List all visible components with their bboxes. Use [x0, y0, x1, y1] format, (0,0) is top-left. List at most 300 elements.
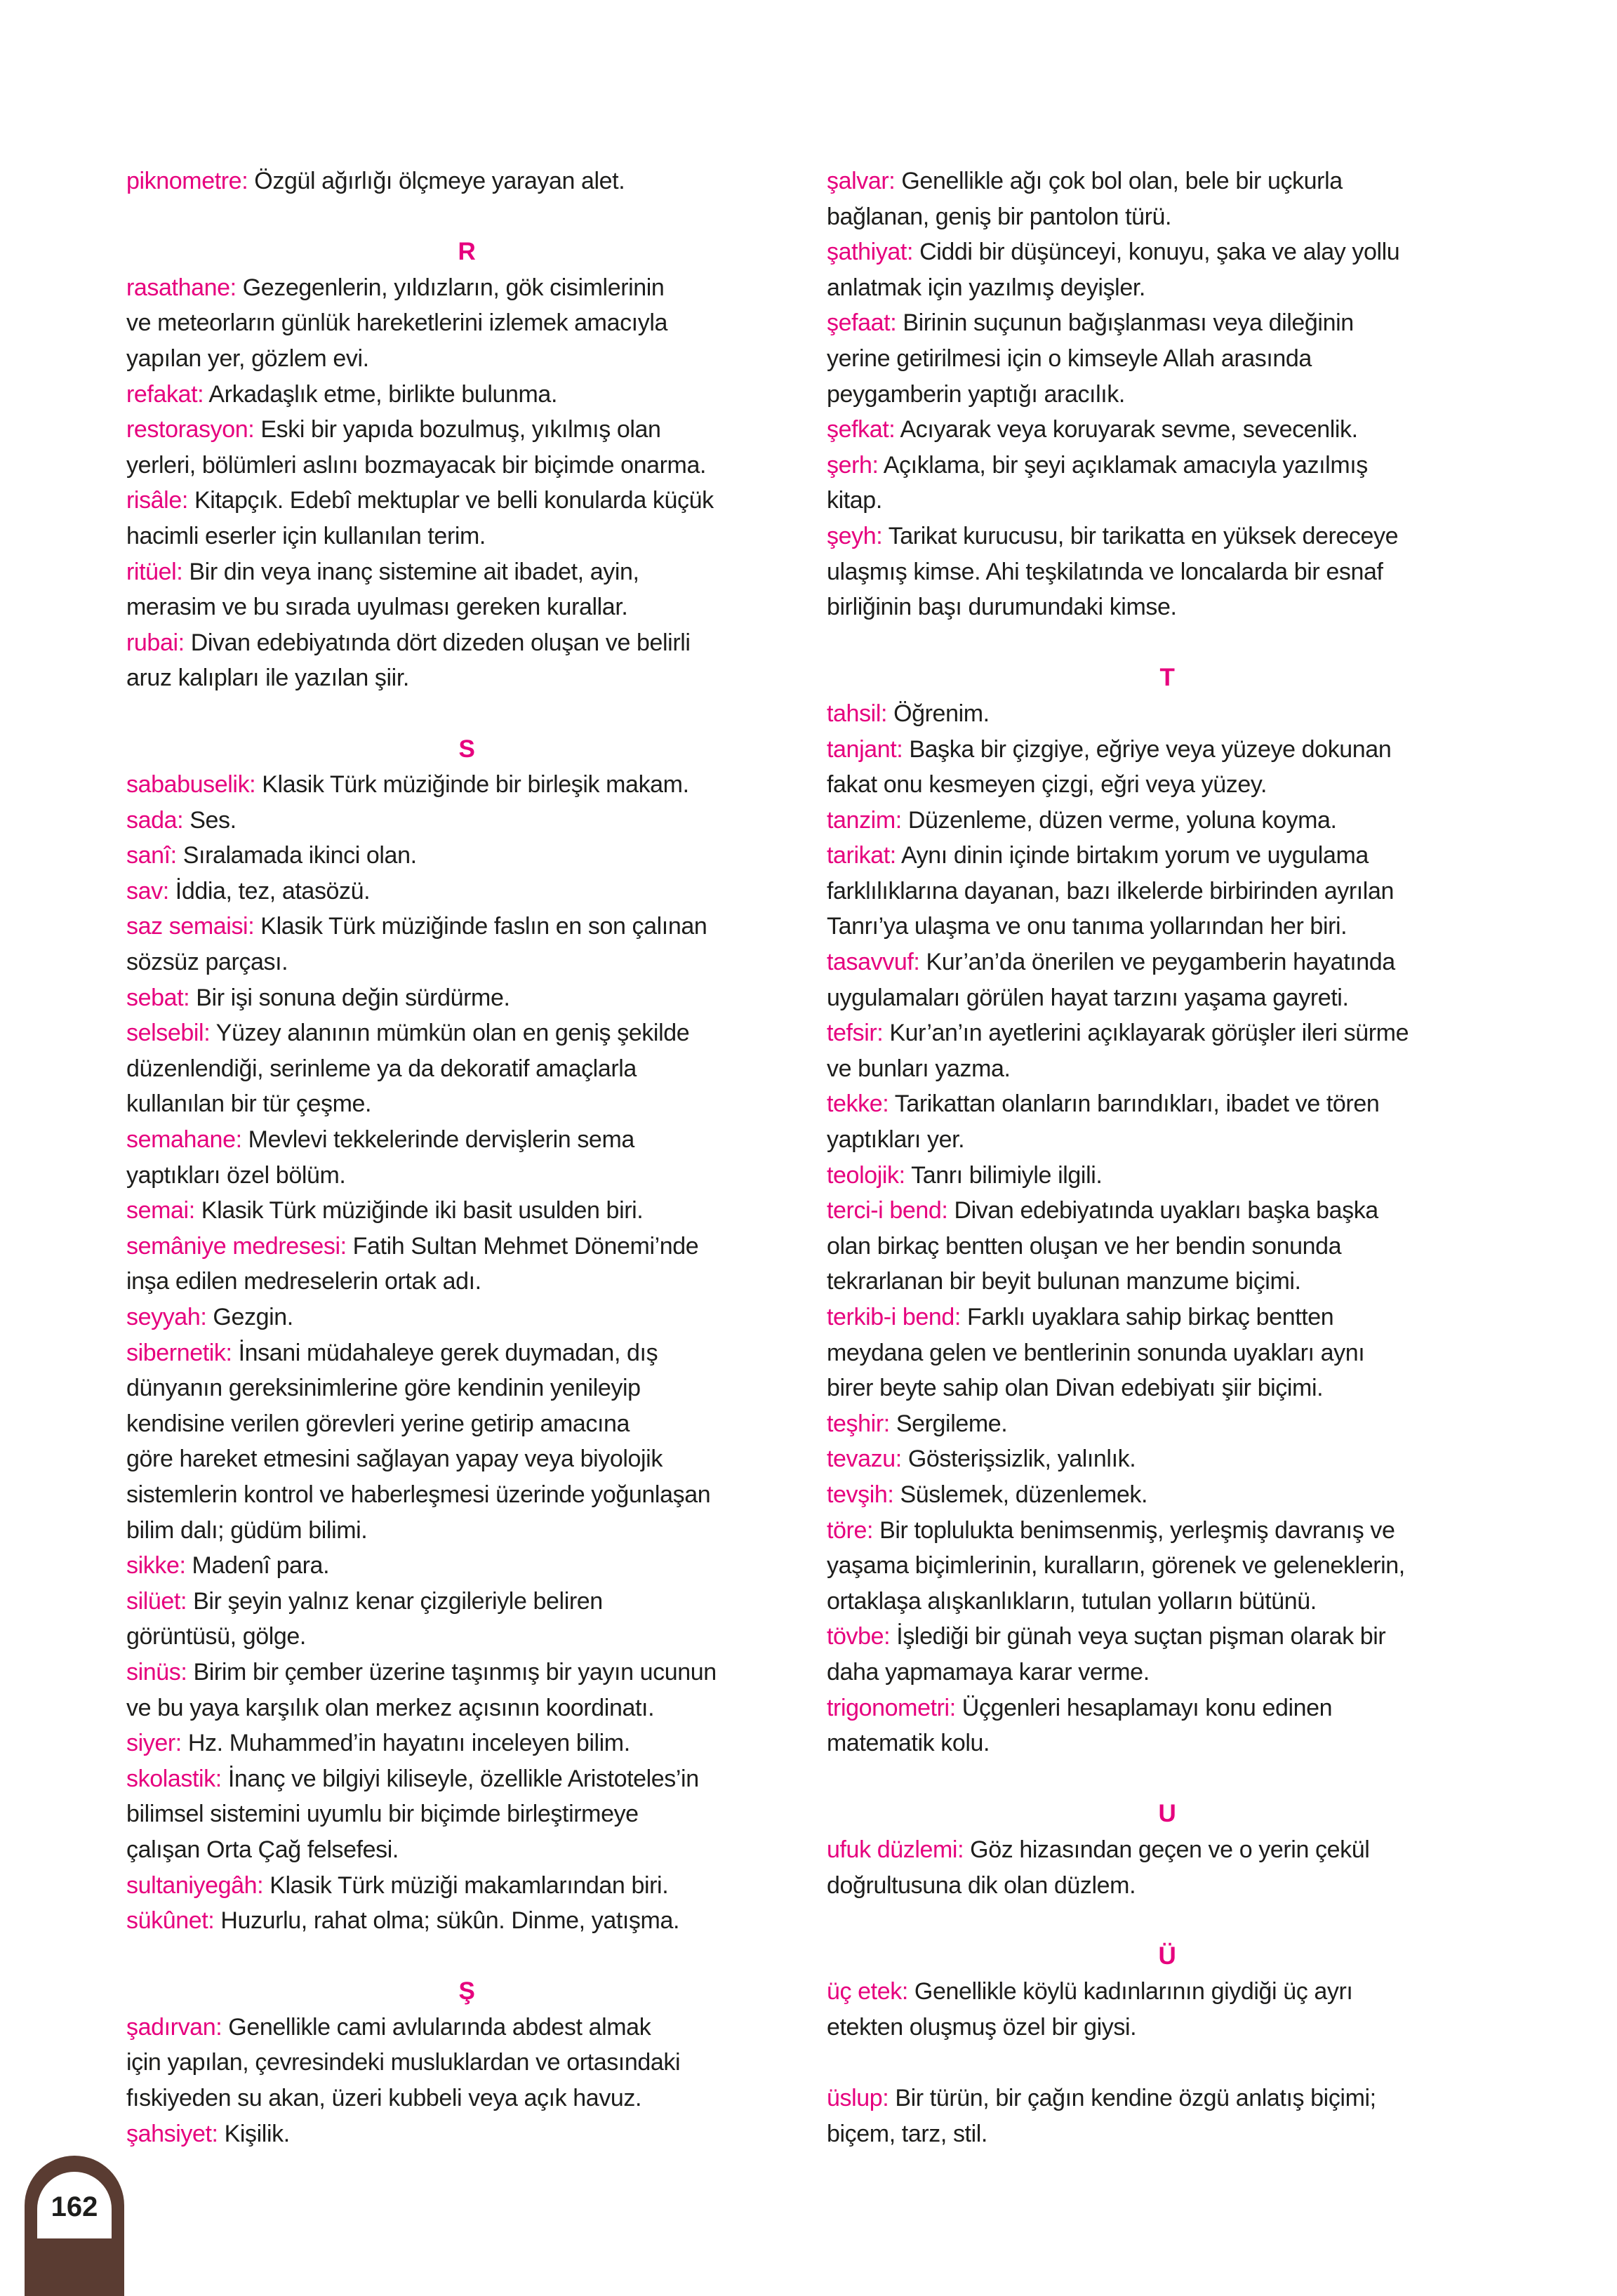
entry-line: [827, 980, 1529, 1016]
glossary-entry: [126, 1584, 814, 1655]
entry-line: [126, 1903, 814, 1939]
glossary-entry: [827, 1477, 1529, 1513]
entry-line: [126, 909, 814, 945]
page-number: 162: [51, 2191, 98, 2222]
entry-definition: Tanrı’ya ulaşma ve onu tanıma yollarından her biri.: [827, 913, 1348, 940]
entry-term: şefaat:: [827, 309, 897, 337]
entry-definition: Arkadaşlık etme, birlikte bulunma.: [204, 380, 557, 408]
glossary-entry: [827, 234, 1529, 305]
entry-definition: yaşama biçimlerinin, kuralların, görenek ve geleneklerin,: [827, 1552, 1405, 1580]
entry-term: tahsil:: [827, 700, 888, 727]
entry-definition: inşa edilen medreselerin ortak adı.: [126, 1268, 481, 1295]
entry-term: tevazu:: [827, 1446, 902, 1473]
entry-line: [126, 1513, 814, 1549]
entry-line: [827, 803, 1529, 839]
glossary-entry: [126, 2116, 814, 2152]
entry-line: [126, 1584, 814, 1620]
entry-line: [827, 909, 1529, 945]
entry-line: [126, 2116, 814, 2152]
entry-line: [126, 1655, 814, 1690]
entry-definition: ulaşmış kimse. Ahi teşkilatında ve loncalarda bir esnaf: [827, 558, 1383, 585]
glossary-entry: [126, 270, 814, 377]
entry-definition: aruz kalıpları ile yazılan şiir.: [126, 665, 409, 692]
entry-line: [827, 838, 1529, 874]
entry-definition: biçem, tarz, stil.: [827, 2120, 987, 2147]
glossary-entry: [126, 1548, 814, 1584]
entry-line: [126, 341, 814, 377]
entry-definition: Açıklama, bir şeyi açıklamak amacıyla yazılmış: [878, 451, 1368, 479]
glossary-entry: [827, 803, 1529, 839]
entry-term: şerh:: [827, 451, 879, 479]
entry-definition: Birim bir çember üzerine taşınmış bir yayın ucunun: [187, 1658, 717, 1686]
glossary-entry: [827, 1974, 1529, 2045]
glossary-entry: [126, 767, 814, 803]
glossary-entry: [126, 803, 814, 839]
glossary-entry: [126, 1229, 814, 1300]
entry-definition: Genellikle ağı çok bol olan, bele bir uçkurla: [895, 168, 1343, 194]
glossary-entry: [126, 1726, 814, 1761]
entry-line: [827, 1264, 1529, 1300]
entry-definition: Genellikle köylü kadınlarının giydiği üç ayrı: [907, 1978, 1353, 2005]
entry-definition: ve bu yaya karşılık olan merkez açısının koordinatı.: [126, 1694, 655, 1721]
entry-term: üslup:: [827, 2085, 889, 2112]
entry-definition: Klasik Türk müziğinde faslın en son çalınan: [254, 913, 707, 940]
entry-term: tefsir:: [827, 1020, 884, 1047]
entry-line: [126, 945, 814, 980]
glossary-entry: [827, 1513, 1529, 1620]
entry-definition: yaptıkları yer.: [827, 1126, 965, 1154]
entry-line: [126, 2010, 814, 2045]
entry-line: [827, 234, 1529, 270]
entry-line: [126, 270, 814, 306]
entry-definition: yapılan yer, gözlem evi.: [126, 345, 369, 372]
glossary-entry: [126, 909, 814, 980]
entry-line: [827, 377, 1529, 413]
entry-line: [827, 1548, 1529, 1584]
entry-line: [827, 1477, 1529, 1513]
entry-line: [827, 1868, 1529, 1904]
entry-definition: ve meteorların günlük hareketlerini izlemek amacıyla: [126, 309, 667, 337]
entry-definition: çalışan Orta Çağ felsefesi.: [126, 1836, 399, 1863]
entry-line: [827, 1584, 1529, 1620]
entry-line: [126, 1335, 814, 1371]
glossary-entry: [827, 1086, 1529, 1157]
entry-line: [126, 838, 814, 874]
entry-line: [126, 1370, 814, 1406]
entry-line: [827, 1300, 1529, 1335]
entry-definition: Tarikattan olanların barındıkları, ibadet ve tören: [889, 1090, 1380, 1118]
entry-definition: bilim dalı; güdüm bilimi.: [126, 1516, 368, 1544]
glossary-entry: [126, 1761, 814, 1868]
entry-line: [126, 448, 814, 483]
entry-definition: İşlediği bir günah veya suçtan pişman olarak bir: [890, 1623, 1386, 1650]
glossary-entry: [126, 838, 814, 874]
entry-definition: İnsani müdahaleye gerek duymadan, dış: [232, 1339, 658, 1366]
entry-term: saz semaisi:: [126, 913, 255, 940]
entry-definition: kendisine verilen görevleri yerine getirip amacına: [126, 1410, 630, 1437]
glossary-entry: [126, 1193, 814, 1229]
entry-line: [827, 483, 1529, 519]
entry-term: skolastik:: [126, 1765, 222, 1792]
entry-line: [126, 1158, 814, 1194]
glossary-entry: [827, 1406, 1529, 1442]
entry-term: semâniye medresesi:: [126, 1232, 347, 1260]
entry-definition: Öğrenim.: [887, 700, 990, 727]
entry-term: töre:: [827, 1516, 874, 1544]
entry-line: [126, 660, 814, 696]
entry-term: sada:: [126, 806, 184, 834]
blank-row: [827, 1761, 1529, 1797]
entry-definition: anlatmak için yazılmış deyişler.: [827, 274, 1145, 301]
entry-line: [126, 980, 814, 1016]
entry-definition: ve bunları yazma.: [827, 1055, 1011, 1082]
glossary-entry: [827, 305, 1529, 412]
entry-term: teşhir:: [827, 1410, 890, 1437]
page-number-frame: [37, 2172, 112, 2238]
entry-line: [126, 163, 814, 199]
entry-line: [827, 1015, 1529, 1051]
entry-definition: Ciddi bir düşünceyi, konuyu, şaka ve alay yollu: [913, 239, 1400, 266]
entry-definition: Kur’an’ın ayetlerini açıklayarak görüşler ileri sürme: [883, 1020, 1409, 1047]
entry-line: [827, 2081, 1529, 2116]
letter-heading: Ü: [1158, 1942, 1176, 1970]
glossary-entry: [827, 696, 1529, 732]
entry-term: tövbe:: [827, 1623, 891, 1650]
entry-definition: kullanılan bir tür çeşme.: [126, 1090, 372, 1118]
entry-line: [827, 1513, 1529, 1549]
glossary-entry: [827, 519, 1529, 625]
letter-heading: Ş: [458, 1977, 475, 2005]
entry-term: sultaniyegâh:: [126, 1871, 264, 1899]
glossary-entry: [827, 732, 1529, 803]
entry-definition: kitap.: [827, 487, 882, 514]
entry-term: tarikat:: [827, 842, 896, 869]
entry-term: terci-i bend:: [827, 1197, 948, 1224]
entry-line: [126, 1051, 814, 1087]
entry-line: [126, 377, 814, 413]
entry-term: restorasyon:: [126, 416, 255, 443]
entry-line: [126, 767, 814, 803]
entry-definition: Tarikat kurucusu, bir tarikatta en yüksek dereceye: [882, 522, 1399, 549]
entry-term: sibernetik:: [126, 1339, 232, 1366]
entry-definition: ortaklaşa alışkanlıkların, tutulan yolların bütünü.: [827, 1587, 1317, 1615]
entry-definition: daha yapmamaya karar verme.: [827, 1658, 1150, 1686]
glossary-entry: [126, 1903, 814, 1939]
entry-definition: fakat onu kesmeyen çizgi, eğri veya yüzey.: [827, 771, 1267, 799]
entry-line: [827, 341, 1529, 377]
entry-definition: Klasik Türk müziğinde iki basit usulden biri.: [194, 1197, 644, 1224]
glossary-entry: [126, 2010, 814, 2116]
entry-definition: Gezegenlerin, yıldızların, gök cisimlerinin: [236, 274, 665, 301]
entry-definition: matematik kolu.: [827, 1730, 990, 1757]
entry-line: [126, 1548, 814, 1584]
entry-definition: Fatih Sultan Mehmet Dönemi’nde: [346, 1232, 699, 1260]
entry-line: [827, 412, 1529, 448]
entry-definition: Sıralamada ikinci olan.: [176, 842, 417, 869]
entry-definition: Bir din veya inanç sistemine ait ibadet, ayin,: [182, 558, 639, 585]
entry-definition: Sergileme.: [889, 1410, 1008, 1437]
glossary-entry: [126, 377, 814, 413]
entry-term: üç etek:: [827, 1978, 908, 2005]
entry-line: [126, 874, 814, 909]
entry-definition: Acıyarak veya koruyarak sevme, sevecenlik.: [895, 416, 1358, 443]
glossary-entry: [827, 1832, 1529, 1903]
entry-term: siyer:: [126, 1730, 182, 1757]
entry-line: [827, 1193, 1529, 1229]
glossary-entry: [827, 1193, 1529, 1300]
glossary-entry: [126, 874, 814, 909]
glossary-entry: [126, 1335, 814, 1549]
entry-line: [126, 1619, 814, 1655]
entry-line: [126, 1300, 814, 1335]
entry-term: sanî:: [126, 842, 177, 869]
entry-definition: bilimsel sistemini uyumlu bir biçimde birleştirmeye: [126, 1801, 639, 1828]
entry-term: tekke:: [827, 1090, 889, 1118]
entry-line: [126, 1832, 814, 1868]
entry-term: sükûnet:: [126, 1907, 215, 1935]
entry-line: [126, 1406, 814, 1442]
entry-line: [126, 1193, 814, 1229]
entry-term: sinüs:: [126, 1658, 187, 1686]
entry-definition: dünyanın gereksinimlerine göre kendinin yenileyip: [126, 1375, 641, 1402]
entry-line: [827, 1690, 1529, 1726]
entry-line: [827, 1726, 1529, 1761]
entry-line: [827, 519, 1529, 554]
entry-line: [126, 625, 814, 661]
glossary-entry: [827, 2081, 1529, 2151]
entry-term: şefkat:: [827, 416, 896, 443]
entry-definition: Klasik Türk müziği makamlarından biri.: [263, 1871, 669, 1899]
entry-term: selsebil:: [126, 1020, 211, 1047]
entry-line: [827, 305, 1529, 341]
entry-definition: Bir işi sonuna değin sürdürme.: [189, 984, 510, 1011]
entry-definition: Düzenleme, düzen verme, yoluna koyma.: [901, 806, 1337, 834]
blank-row: [126, 696, 814, 732]
entry-definition: Bir toplulukta benimsenmiş, yerleşmiş davranış ve: [873, 1516, 1395, 1544]
entry-definition: Bir şeyin yalnız kenar çizgileriyle beliren: [187, 1587, 603, 1615]
entry-definition: uygulamaları görülen hayat tarzını yaşama gayreti.: [827, 984, 1349, 1011]
entry-term: terkib-i bend:: [827, 1304, 961, 1330]
entry-definition: Hz. Muhammed’in hayatını inceleyen bilim.: [181, 1730, 630, 1757]
glossary-entry: [827, 1619, 1529, 1690]
entry-term: tasavvuf:: [827, 949, 920, 976]
entry-definition: yerleri, bölümleri aslını bozmayacak bir biçimde onarma.: [126, 451, 707, 479]
entry-line: [827, 1619, 1529, 1655]
entry-term: seyyah:: [126, 1304, 207, 1330]
entry-line: [827, 1335, 1529, 1371]
entry-line: [126, 1690, 814, 1726]
entry-line: [827, 1229, 1529, 1264]
glossary-entry: [827, 1300, 1529, 1406]
glossary-right-column: [827, 163, 1529, 2151]
glossary-entry: [827, 412, 1529, 448]
entry-line: [126, 1086, 814, 1122]
entry-term: şahsiyet:: [126, 2120, 218, 2147]
entry-definition: Göz hizasından geçen ve o yerin çekül: [964, 1836, 1370, 1863]
glossary-entry: [827, 945, 1529, 1015]
entry-line: [126, 1761, 814, 1797]
glossary-entry: [126, 1300, 814, 1335]
entry-line: [827, 696, 1529, 732]
blank-row: [126, 199, 814, 235]
entry-line: [126, 1796, 814, 1832]
entry-line: [827, 448, 1529, 483]
entry-line: [126, 1477, 814, 1513]
entry-definition: olan birkaç bentten oluşan ve her bendin sonunda: [827, 1232, 1342, 1260]
entry-definition: Süslemek, düzenlemek.: [893, 1481, 1148, 1508]
entry-definition: Divan edebiyatında dört dizeden oluşan ve belirli: [184, 629, 691, 656]
entry-term: tanzim:: [827, 806, 902, 834]
entry-line: [126, 2045, 814, 2081]
glossary-entry: [827, 838, 1529, 945]
entry-definition: Kitapçık. Edebî mektuplar ve belli konularda küçük: [187, 487, 714, 514]
entry-term: semahane:: [126, 1126, 242, 1154]
entry-definition: fıskiyeden su akan, üzeri kubbeli veya açık havuz.: [126, 2085, 642, 2112]
entry-line: [827, 2116, 1529, 2152]
entry-term: rubai:: [126, 629, 185, 656]
entry-term: ritüel:: [126, 558, 183, 585]
entry-term: rasathane:: [126, 274, 237, 301]
entry-definition: İddia, tez, atasözü.: [168, 877, 371, 905]
entry-definition: yerine getirilmesi için o kimseyle Allah arasında: [827, 345, 1312, 372]
entry-line: [126, 1868, 814, 1904]
entry-line: [827, 1122, 1529, 1158]
entry-line: [827, 1086, 1529, 1122]
entry-definition: Gösterişsizlik, yalınlık.: [901, 1446, 1136, 1473]
glossary-entry: [126, 980, 814, 1016]
entry-definition: Madenî para.: [185, 1552, 330, 1580]
entry-definition: Klasik Türk müziğinde bir birleşik makam.: [255, 771, 689, 799]
entry-line: [827, 767, 1529, 803]
glossary-entry: [827, 448, 1529, 519]
entry-definition: Kur’an’da önerilen ve peygamberin hayatında: [919, 949, 1395, 976]
glossary-entry: [126, 163, 814, 199]
entry-definition: Üçgenleri hesaplamayı konu edinen: [955, 1694, 1333, 1721]
entry-definition: etekten oluşmuş özel bir giysi.: [827, 2013, 1137, 2041]
entry-line: [126, 1726, 814, 1761]
entry-definition: meydana gelen ve bentlerinin sonunda uyakları aynı: [827, 1339, 1365, 1366]
glossary-entry: [126, 1868, 814, 1904]
entry-definition: Kişilik.: [218, 2120, 290, 2147]
glossary-entry: [126, 412, 814, 483]
entry-definition: için yapılan, çevresindeki musluklardan ve ortasındaki: [126, 2049, 681, 2076]
entry-line: [827, 1051, 1529, 1087]
entry-line: [126, 554, 814, 590]
entry-term: tevşih:: [827, 1481, 894, 1508]
entry-definition: Farklı uyaklara sahip birkaç bentten: [960, 1304, 1334, 1330]
entry-line: [827, 1406, 1529, 1442]
entry-term: şalvar:: [827, 168, 896, 194]
glossary-entry: [126, 1122, 814, 1193]
entry-line: [827, 874, 1529, 909]
blank-row: [827, 2045, 1529, 2081]
entry-definition: Huzurlu, rahat olma; sükûn. Dinme, yatışma.: [214, 1907, 680, 1935]
entry-line: [827, 554, 1529, 590]
glossary-left-column: [126, 163, 814, 2151]
entry-line: [827, 589, 1529, 625]
entry-term: şadırvan:: [126, 2013, 222, 2041]
entry-line: [126, 1122, 814, 1158]
entry-definition: Birinin suçunun bağışlanması veya dileğinin: [896, 309, 1354, 337]
entry-definition: tekrarlanan bir beyit bulunan manzume biçimi.: [827, 1268, 1301, 1295]
glossary-entry: [126, 1655, 814, 1726]
entry-line: [827, 163, 1529, 199]
entry-definition: görüntüsü, gölge.: [126, 1623, 306, 1650]
entry-line: [827, 1370, 1529, 1406]
entry-line: [126, 2081, 814, 2116]
entry-term: risâle:: [126, 487, 188, 514]
entry-definition: Divan edebiyatında uyakları başka başka: [947, 1197, 1378, 1224]
letter-heading: U: [1158, 1800, 1176, 1828]
glossary-entry: [827, 1441, 1529, 1477]
entry-term: şeyh:: [827, 522, 883, 549]
entry-line: [827, 945, 1529, 980]
entry-term: şathiyat:: [827, 239, 914, 266]
entry-definition: peygamberin yaptığı aracılık.: [827, 380, 1125, 408]
entry-line: [827, 2010, 1529, 2045]
entry-term: tanjant:: [827, 735, 903, 763]
entry-definition: Ses.: [183, 806, 237, 834]
entry-definition: düzenlendiği, serinleme ya da dekoratif amaçlarla: [126, 1055, 637, 1082]
entry-definition: farklılıklarına dayanan, bazı ilkelerde birbirinden ayrılan: [827, 877, 1394, 905]
entry-term: trigonometri:: [827, 1694, 956, 1721]
entry-term: semai:: [126, 1197, 195, 1224]
entry-definition: sistemlerin kontrol ve haberleşmesi üzerinde yoğunlaşan: [126, 1481, 711, 1508]
entry-line: [126, 589, 814, 625]
entry-term: ufuk düzlemi:: [827, 1836, 964, 1863]
entry-line: [827, 270, 1529, 306]
entry-definition: göre hareket etmesini sağlayan yapay veya biyolojik: [126, 1446, 663, 1473]
entry-definition: Tanrı bilimiyle ilgili.: [905, 1161, 1103, 1189]
entry-definition: Başka bir çizgiye, eğriye veya yüzeye dokunan: [903, 735, 1392, 763]
entry-line: [827, 1832, 1529, 1868]
glossary-entry: [827, 1015, 1529, 1086]
entry-definition: Bir türün, bir çağın kendine özgü anlatış biçimi;: [889, 2085, 1376, 2112]
entry-line: [827, 1158, 1529, 1194]
blank-row: [827, 625, 1529, 661]
entry-term: refakat:: [126, 380, 204, 408]
glossary-entry: [126, 554, 814, 625]
entry-term: teolojik:: [827, 1161, 905, 1189]
entry-definition: Mevlevi tekkelerinde dervişlerin sema: [241, 1126, 634, 1154]
entry-line: [126, 305, 814, 341]
entry-definition: bağlanan, geniş bir pantolon türü.: [827, 203, 1172, 230]
entry-definition: doğrultusuna dik olan düzlem.: [827, 1871, 1136, 1899]
letter-heading: S: [458, 735, 475, 763]
letter-heading: T: [1159, 664, 1175, 692]
glossary-entry: [827, 1690, 1529, 1761]
entry-line: [827, 199, 1529, 235]
entry-line: [126, 519, 814, 554]
blank-row: [126, 1939, 814, 1975]
entry-line: [126, 1015, 814, 1051]
entry-line: [827, 1441, 1529, 1477]
entry-definition: Aynı dinin içinde birtakım yorum ve uygulama: [896, 842, 1369, 869]
entry-term: sav:: [126, 877, 169, 905]
entry-line: [126, 1229, 814, 1264]
glossary-entry: [126, 625, 814, 696]
entry-definition: Genellikle cami avlularında abdest almak: [222, 2013, 651, 2041]
entry-term: piknometre:: [126, 168, 248, 194]
glossary-entry: [827, 163, 1529, 234]
entry-definition: Özgül ağırlığı ölçmeye yarayan alet.: [248, 168, 625, 194]
entry-definition: birer beyte sahip olan Divan edebiyatı şiir biçimi.: [827, 1375, 1324, 1402]
entry-definition: İnanç ve bilgiyi kiliseyle, özellikle Aristoteles’in: [221, 1765, 699, 1792]
glossary-entry: [126, 1015, 814, 1122]
entry-line: [126, 1441, 814, 1477]
entry-line: [126, 483, 814, 519]
entry-definition: Gezgin.: [206, 1304, 293, 1330]
